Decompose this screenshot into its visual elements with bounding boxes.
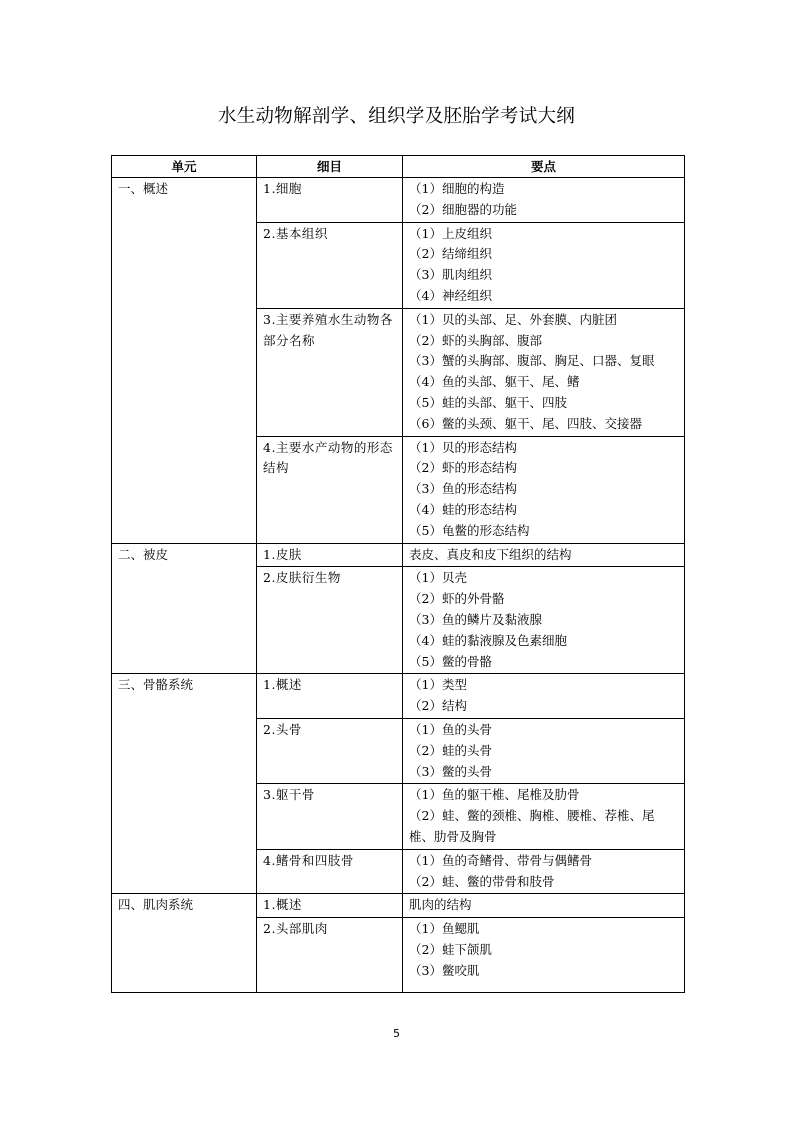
detail-cell	[257, 178, 403, 223]
detail-cell	[257, 894, 403, 918]
point-item: （2）细胞器的功能	[409, 201, 517, 217]
point-item: （1）鱼的躯干椎、尾椎及肋骨	[409, 787, 580, 803]
point-item: （3）鱼的鳞片及黏液腺	[409, 611, 542, 627]
detail-cell	[257, 567, 403, 674]
detail-text: 1.细胞	[263, 181, 302, 196]
point-item: （2）结构	[409, 698, 467, 714]
table-header-row	[112, 156, 685, 178]
header-unit: 单元	[112, 156, 257, 178]
detail-text: 4.主要水产动物的形态结构	[263, 439, 393, 476]
detail-text: 1.概述	[263, 677, 302, 693]
points-cell	[403, 222, 685, 308]
detail-text: 3.主要养殖水生动物各部分名称	[263, 311, 393, 348]
point-item: （2）虾的形态结构	[409, 460, 517, 476]
detail-cell	[257, 918, 403, 993]
header-points: 要点	[403, 156, 685, 178]
detail-cell	[257, 784, 403, 849]
point-item: （5）龟鳖的形态结构	[409, 522, 530, 538]
point-item: （1）类型	[409, 677, 467, 693]
detail-text: 2.皮肤衍生物	[263, 570, 341, 586]
points-cell	[403, 543, 685, 567]
point-item: （3）鱼的形态结构	[409, 481, 517, 497]
point-item: （3）蟹的头胸部、腹部、胸足、口器、复眼	[409, 353, 655, 369]
unit-cell	[112, 674, 257, 894]
unit-name: 二、被皮	[118, 546, 169, 562]
table-row	[112, 674, 685, 719]
page-number: 5	[393, 1027, 400, 1040]
detail-text: 3.躯干骨	[263, 787, 315, 803]
detail-text: 2.头骨	[263, 721, 302, 737]
point-item: （3）鳖的头骨	[409, 763, 492, 779]
unit-cell	[112, 178, 257, 544]
point-item: （1）贝壳	[409, 570, 467, 586]
point-item: （6）鳖的头颈、躯干、尾、四肢、交接器	[409, 415, 642, 431]
point-item: （2）蛙、鳖的颈椎、胸椎、腰椎、荐椎、尾椎、肋骨及胸骨	[409, 808, 655, 844]
points-cell	[403, 918, 685, 993]
point-item: （4）蛙的形态结构	[409, 501, 517, 517]
point-item: （1）贝的形态结构	[409, 439, 517, 455]
points-cell	[403, 784, 685, 849]
point-item: （2）结缔组织	[409, 246, 492, 262]
point-item: （2）蛙、鳖的带骨和肢骨	[409, 873, 555, 889]
point-item: （3）鳖咬肌	[409, 962, 480, 978]
point-item: 表皮、真皮和皮下组织的结构	[409, 546, 572, 562]
point-item: （1）细胞的构造	[409, 181, 505, 196]
unit-cell	[112, 543, 257, 674]
unit-name: 三、骨骼系统	[118, 677, 194, 693]
point-item: 肌肉的结构	[409, 897, 472, 913]
points-cell	[403, 178, 685, 223]
point-item: （2）蛙的头骨	[409, 742, 492, 758]
point-item: （2）虾的头胸部、腹部	[409, 332, 542, 348]
points-cell	[403, 308, 685, 436]
detail-cell	[257, 718, 403, 783]
detail-cell	[257, 222, 403, 308]
detail-cell	[257, 436, 403, 543]
unit-name: 四、肌肉系统	[118, 897, 194, 913]
point-item: （1）鱼的奇鳍骨、带骨与偶鳍骨	[409, 852, 592, 868]
table-row	[112, 894, 685, 918]
detail-cell	[257, 674, 403, 719]
point-item: （1）鱼的头骨	[409, 721, 492, 737]
detail-text: 1.皮肤	[263, 546, 302, 562]
detail-text: 2.基本组织	[263, 225, 328, 241]
points-cell	[403, 718, 685, 783]
detail-text: 1.概述	[263, 897, 302, 913]
point-item: （1）鱼鳃肌	[409, 921, 480, 937]
detail-text: 2.头部肌肉	[263, 921, 328, 937]
point-item: （2）虾的外骨骼	[409, 591, 505, 607]
point-item: （1）上皮组织	[409, 225, 492, 241]
point-item: （3）肌肉组织	[409, 267, 492, 283]
points-cell	[403, 674, 685, 719]
point-item: （1）贝的头部、足、外套膜、内脏团	[409, 311, 617, 327]
detail-cell	[257, 308, 403, 436]
table-row	[112, 543, 685, 567]
point-item: （4）鱼的头部、躯干、尾、鳍	[409, 374, 580, 390]
exam-outline-table	[111, 155, 685, 993]
header-detail: 细目	[257, 156, 403, 178]
point-item: （4）蛙的黏液腺及色素细胞	[409, 632, 567, 648]
unit-name: 一、概述	[118, 181, 169, 196]
detail-cell	[257, 849, 403, 894]
table-row	[112, 178, 685, 223]
detail-cell	[257, 543, 403, 567]
points-cell	[403, 567, 685, 674]
point-item: （2）蛙下颌肌	[409, 941, 492, 957]
points-cell	[403, 436, 685, 543]
point-item: （5）鳖的骨骼	[409, 653, 492, 669]
point-item: （5）蛙的头部、躯干、四肢	[409, 394, 567, 410]
document-title: 水生动物解剖学、组织学及胚胎学考试大纲	[217, 106, 576, 127]
unit-cell	[112, 894, 257, 993]
points-cell	[403, 849, 685, 894]
detail-text: 4.鳍骨和四肢骨	[263, 852, 354, 868]
points-cell	[403, 894, 685, 918]
point-item: （4）神经组织	[409, 287, 492, 303]
